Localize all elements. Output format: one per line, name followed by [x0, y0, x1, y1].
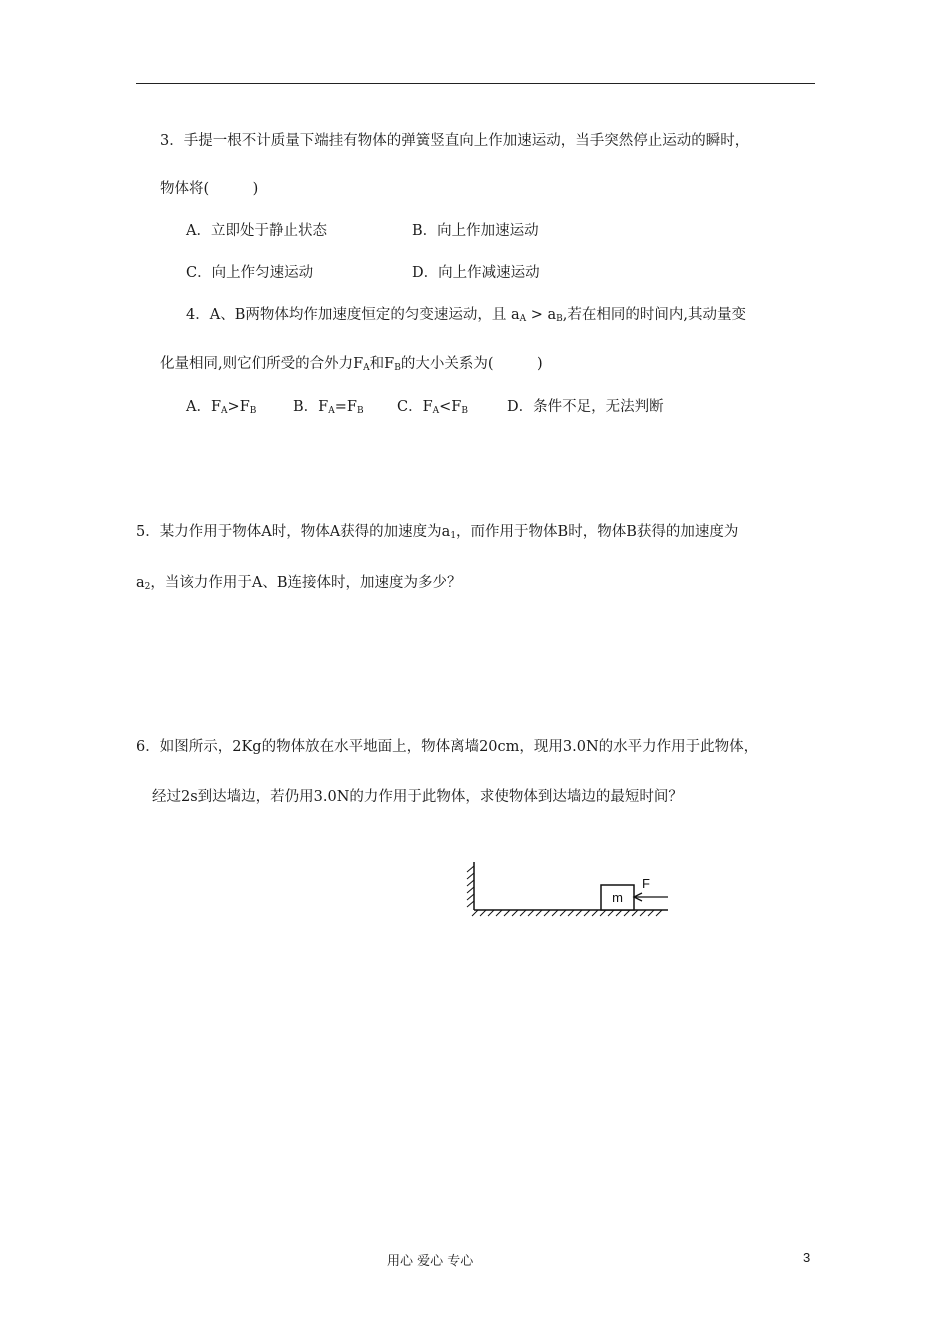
- q3-option-c: C．向上作匀速运动: [186, 265, 314, 281]
- footer-slogan: 用心 爱心 专心: [387, 1254, 474, 1269]
- q6-line1: 6．如图所示，2Kg的物体放在水平地面上，物体离墙20cm，现用3.0N的水平力作用于此物体，: [136, 739, 759, 755]
- q3-option-a: A．立即处于静止状态: [186, 223, 327, 239]
- q6-line2: 经过2s到达墙边，若仍用3.0N的力作用于此物体，求使物体到达墙边的最短时间？: [152, 789, 683, 805]
- wall-block-figure: [462, 858, 674, 920]
- q3-line1: 3．手提一根不计质量下端挂有物体的弹簧竖直向上作加速运动，当手突然停止运动的瞬时，: [160, 133, 750, 149]
- ground-hatch: [472, 910, 662, 916]
- header-rule: [136, 83, 815, 84]
- q3-option-b: B．向上作加速运动: [412, 223, 539, 239]
- q4-line1: 4．A、B两物体均作加速度恒定的匀变速运动，且 $a_A > a_B$,若在相同的时间内,其动量变: [186, 307, 746, 324]
- q4-option-d: D．条件不足，无法判断: [507, 399, 664, 415]
- q5-line1: 5．某力作用于物体A时，物体A获得的加速度为$a_1$，而作用于物体B时，物体B获得的加速度为: [136, 524, 739, 541]
- wall-hatch: [467, 866, 474, 907]
- q4-option-b: B．$F_A=F_B$: [293, 399, 364, 416]
- q4-option-c: C．$F_A<F_B$: [397, 399, 468, 416]
- page-number: 3: [803, 1250, 811, 1265]
- q4-line2: 化量相同,则它们所受的合外力$F_A$和$F_B$的大小关系为( ): [160, 356, 543, 373]
- q4-option-a: A．$F_A>F_B$: [186, 399, 257, 416]
- block-label: m: [612, 890, 623, 905]
- q5-line2: $a_2$，当该力作用于A、B连接体时，加速度为多少？: [136, 575, 462, 592]
- q3-option-d: D．向上作减速运动: [412, 265, 540, 281]
- figure-svg: [462, 858, 674, 920]
- q3-line2: 物体将( ): [160, 181, 259, 197]
- force-label: F: [642, 876, 650, 891]
